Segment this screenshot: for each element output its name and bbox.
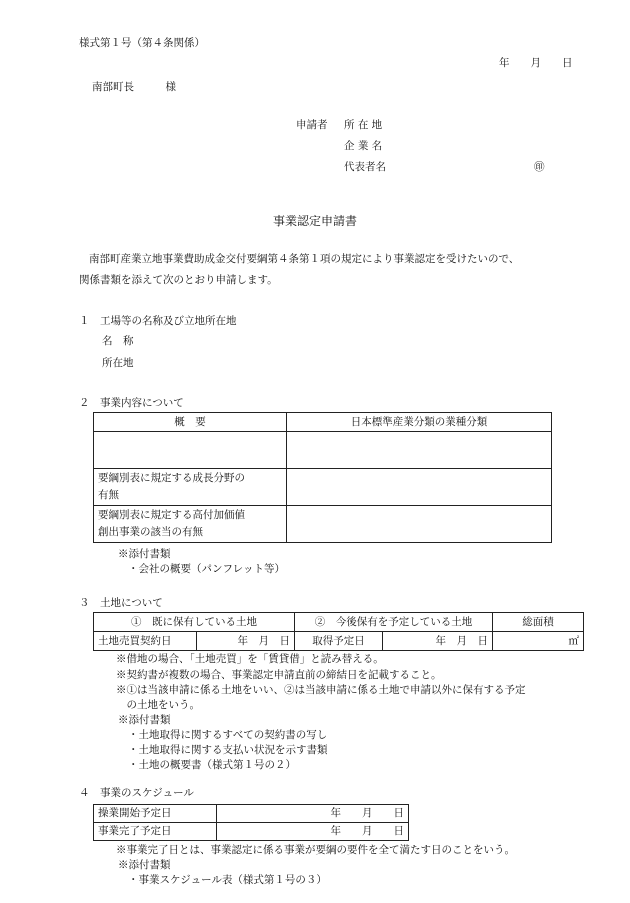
growth-field-label-line-2: 有無 [98, 489, 119, 501]
growth-field-label [94, 469, 287, 506]
high-value-cell[interactable] [287, 506, 552, 543]
address-label: 所 在 地 [344, 119, 383, 131]
section3-note-4: の土地をいう。 [116, 699, 200, 711]
header-planned-land: ② 今後保有を予定している土地 [295, 613, 493, 632]
total-area-value[interactable]: ㎡ [493, 632, 584, 651]
growth-field-label-line-1: 要綱別表に規定する成長分野の [98, 472, 245, 484]
document-title: 事業認定申請書 [272, 214, 357, 228]
overview-cell[interactable] [94, 432, 287, 469]
section3-note-1: ※借地の場合、「土地売買」を「賃貸借」と読み替える。 [116, 653, 384, 665]
applicant-label: 申請者 [296, 119, 328, 131]
section4-heading: ４ 事業のスケジュール [79, 787, 194, 799]
industry-classification-cell[interactable] [287, 432, 552, 469]
section3-note-3: ※①は当該申請に係る土地をいい、②は当該申請に係る土地で申請以外に保有する予定 [116, 684, 526, 696]
section4-note: ※事業完了日とは、事業認定に係る事業が要綱の要件を全て満たす日のことをいう。 [116, 844, 515, 856]
date-line: 年 月 日 [499, 57, 573, 69]
section3-attach-item-1: ・土地取得に関するすべての契約書の写し [128, 729, 328, 741]
intro-line-1: 南部町産業立地事業費助成金交付要綱第４条第１項の規定により事業認定を受けたいので、 [89, 253, 520, 265]
section4-attach-heading: ※添付書類 [118, 859, 171, 871]
section3-note-2: ※契約書が複数の場合、事業認定申請直前の締結日を記載すること。 [116, 669, 442, 681]
facility-location-label: 所在地 [102, 357, 134, 369]
high-value-label-line-1: 要綱別表に規定する高付加価値 [98, 509, 245, 521]
header-overview: 概 要 [94, 413, 287, 432]
header-owned-land: ① 既に保有している土地 [94, 613, 295, 632]
section2-attach-heading: ※添付書類 [118, 548, 171, 560]
company-label: 企 業 名 [344, 140, 383, 152]
section1-heading: １ 工場等の名称及び立地所在地 [79, 315, 237, 327]
business-content-table [93, 412, 552, 543]
section2-heading: ２ 事業内容について [79, 397, 184, 409]
addressee: 南部町長 様 [92, 81, 176, 93]
section3-attach-heading: ※添付書類 [118, 714, 171, 726]
section3-attach-item-3: ・土地の概要書（様式第１号の２） [128, 759, 296, 771]
section2-attach-item-1: ・会社の概要（パンフレット等） [128, 563, 285, 575]
completion-label: 事業完了予定日 [94, 823, 217, 841]
section3-heading: ３ 土地について [79, 597, 163, 609]
operation-start-date[interactable]: 年 月 日 [217, 805, 409, 823]
high-value-label-line-2: 創出事業の該当の有無 [98, 526, 203, 538]
contract-date-label: 土地売買契約日 [94, 632, 197, 651]
intro-line-2: 関係書類を添えて次のとおり申請します。 [79, 274, 278, 286]
land-table [93, 612, 584, 651]
completion-date[interactable]: 年 月 日 [217, 823, 409, 841]
contract-date-value[interactable]: 年 月 日 [197, 632, 295, 651]
schedule-table [93, 804, 409, 841]
section3-attach-item-2: ・土地取得に関する支払い状況を示す書類 [128, 744, 328, 756]
growth-field-cell[interactable] [287, 469, 552, 506]
header-industry-classification: 日本標準産業分類の業種分類 [287, 413, 552, 432]
seal-mark: ㊞ [534, 161, 545, 173]
acquire-date-label: 取得予定日 [295, 632, 383, 651]
facility-name-label: 名 称 [102, 335, 134, 347]
form-number: 様式第１号（第４条関係） [79, 37, 205, 49]
operation-start-label: 操業開始予定日 [94, 805, 217, 823]
section4-attach-item-1: ・事業スケジュール表（様式第１号の３） [128, 874, 327, 886]
header-total-area: 総面積 [493, 613, 584, 632]
high-value-label [94, 506, 287, 543]
representative-label: 代表者名 [344, 161, 386, 173]
acquire-date-value[interactable]: 年 月 日 [383, 632, 493, 651]
